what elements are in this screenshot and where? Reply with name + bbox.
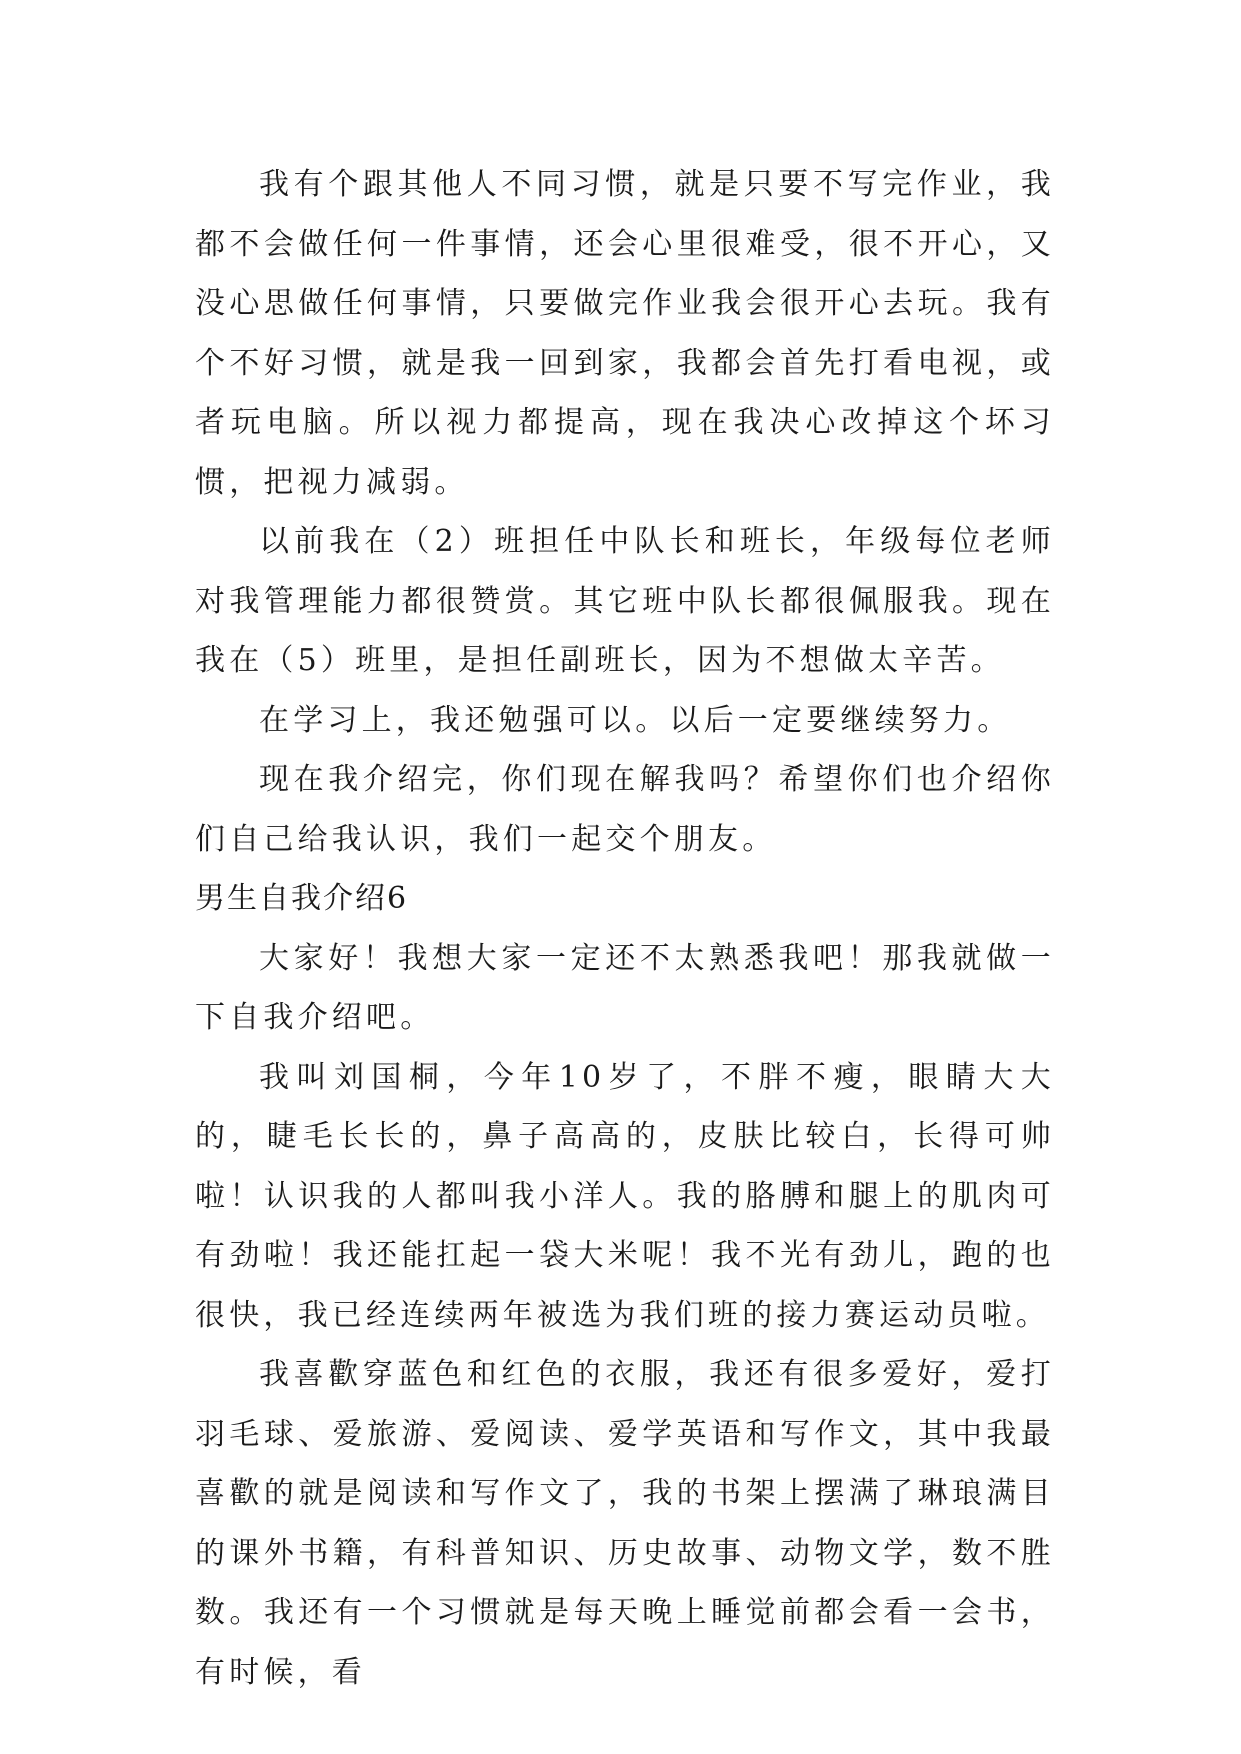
- section-heading: 男生自我介绍6: [195, 881, 409, 916]
- paragraph-appearance: 我叫刘国桐，今年10岁了，不胖不瘦，眼睛大大的，睫毛长长的，鼻子高高的，皮肤比较白，长得可帅啦！认识我的人都叫我小洋人。我的胳膊和腿上的肌肉可有劲啦！我还能扛起一袋大米呢！我不光有劲儿，跑的也很快，我已经连续两年被选为我们班的接力赛运动员啦。: [195, 1059, 1055, 1333]
- paragraph-hobbies: 我喜歡穿蓝色和红色的衣服，我还有很多爱好，爱打羽毛球、爱旅游、爱阅读、爱学英语和写作文，其中我最喜歡的就是阅读和写作文了，我的书架上摆满了琳琅满目的课外书籍，有科普知识、历史故事、动物文学，数不胜数。我还有一个习惯就是每天晚上睡觉前都会看一会书，有时候，看: [195, 1357, 1055, 1690]
- paragraph-class-roles: 以前我在（2）班担任中队长和班长，年级每位老师对我管理能力都很赞赏。其它班中队长都很佩服我。现在我在（5）班里，是担任副班长，因为不想做太辛苦。: [195, 524, 1055, 678]
- paragraph-habits: 我有个跟其他人不同习惯，就是只要不写完作业，我都不会做任何一件事情，还会心里很难受，很不开心，又没心思做任何事情，只要做完作业我会很开心去玩。我有个不好习惯，就是我一回到家，我都会首先打看电视，或者玩电脑。所以视力都提高，现在我决心改掉这个坏习惯，把视力减弱。: [195, 167, 1055, 500]
- paragraph-greeting: 大家好！我想大家一定还不太熟悉我吧！那我就做一下自我介绍吧。: [195, 940, 1055, 1035]
- paragraph-closing: 现在我介绍完，你们现在解我吗？希望你们也介绍你们自己给我认识，我们一起交个朋友。: [195, 762, 1055, 857]
- paragraph-study: 在学习上，我还勉强可以。以后一定要继续努力。: [259, 702, 1012, 738]
- document-page: [195, 155, 1055, 1702]
